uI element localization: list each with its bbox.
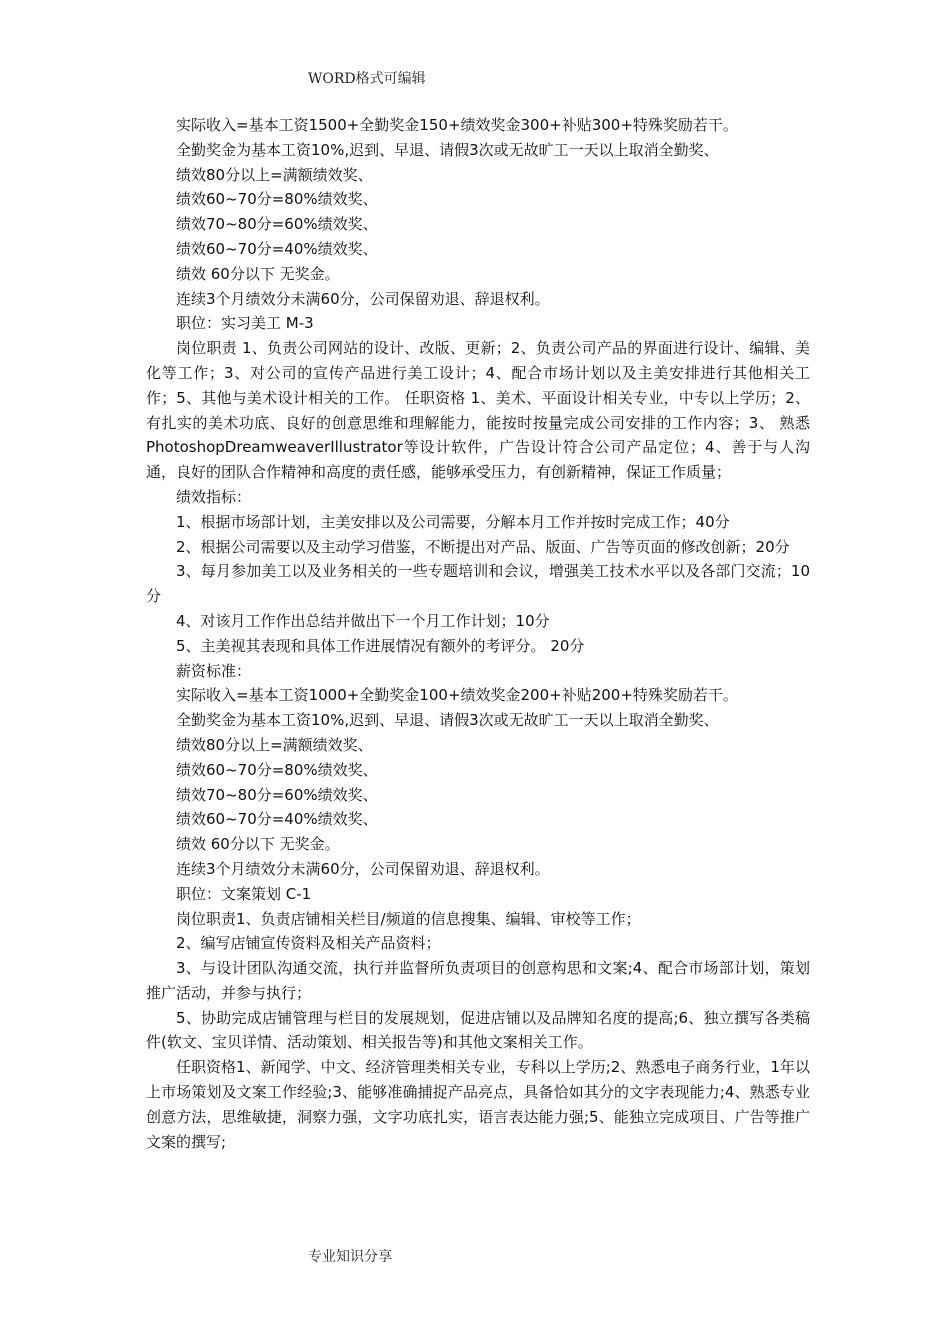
paragraph: 5、主美视其表现和具体工作进展情况有额外的考评分。 20分	[176, 636, 585, 655]
paragraph: 绩效 60分以下 无奖金。	[176, 264, 340, 283]
paragraph: 绩效 60分以下 无奖金。	[176, 835, 340, 854]
paragraph: 岗位职责1、负责店铺相关栏目/频道的信息搜集、编辑、审校等工作；	[176, 909, 641, 928]
paragraph: 绩效60~70分=40%绩效奖、	[176, 810, 378, 829]
paragraph: 4、对该月工作作出总结并做出下一个月工作计划；10分	[176, 611, 550, 630]
paragraph: 实际收入=基本工资1500+全勤奖金150+绩效奖金300+补贴300+特殊奖励若干。	[176, 116, 738, 134]
paragraph: 2、根据公司需要以及主动学习借鉴，不断提出对产品、版面、广告等页面的修改创新；20分	[176, 537, 790, 556]
paragraph: 绩效70~80分=60%绩效奖、	[176, 215, 378, 234]
section-title: 职位：文案策划 C-1	[176, 884, 312, 903]
page-footer: 专业知识分享	[308, 1249, 392, 1265]
paragraph: 5、协助完成店铺管理与栏目的发展规划，促进店铺以及品牌知名度的提高;6、独立撰写各类稿件(软文、宝贝详情、活动策划、相关报告等)和其他文案相关工作。	[146, 1008, 810, 1052]
paragraph: 全勤奖金为基本工资10%,迟到、早退、请假3次或无故旷工一天以上取消全勤奖、	[176, 711, 719, 730]
document-body	[146, 113, 810, 1154]
paragraph: 1、根据市场部计划，主美安排以及公司需要，分解本月工作并按时完成工作；40分	[176, 512, 730, 531]
paragraph: 3、每月参加美工以及业务相关的一些专题培训和会议，增强美工技术水平以及各部门交流；10分	[146, 562, 810, 606]
page-header: WORD格式可编辑	[308, 71, 426, 87]
section-title: 职位：实习美工 M-3	[176, 314, 314, 333]
paragraph: 实际收入=基本工资1000+全勤奖金100+绩效奖金200+补贴200+特殊奖励若干。	[176, 686, 738, 705]
paragraph: 连续3个月绩效分未满60分，公司保留劝退、辞退权利。	[176, 859, 550, 878]
paragraph: 任职资格1、新闻学、中文、经济管理类相关专业，专科以上学历;2、熟悉电子商务行业，1年以上市场策划及文案工作经验;3、能够准确捕捉产品亮点，具备恰如其分的文字表现能力;4、熟悉专业创意方法，思维敏捷，洞察力强，文字功底扎实，语言表达能力强;5、能独立完成项目、广告等推广文案的撰写;	[146, 1058, 810, 1151]
paragraph: 绩效60~70分=80%绩效奖、	[176, 190, 378, 209]
paragraph: 2、编写店铺宣传资料及相关产品资料；	[176, 934, 441, 953]
paragraph: 绩效70~80分=60%绩效奖、	[176, 785, 378, 804]
paragraph: 绩效80分以上=满额绩效奖、	[176, 165, 373, 184]
paragraph: 绩效80分以上=满额绩效奖、	[176, 735, 373, 754]
paragraph: 岗位职责 1、负责公司网站的设计、改版、更新；2、负责公司产品的界面进行设计、编辑、美化等工作；3、对公司的宣传产品进行美工设计；4、配合市场计划以及主美安排进行其他相关工作；5、其他与美术设计相关的工作。 任职资格 1、美术、平面设计相关专业，中专以上学历；2、有扎实的美术功底、良好的创意思维和理解能力，能按时按量完成公司安排的工作内容；3、 熟悉PhotoshopDreamweaverIllustrator等设计软件，广告设计符合公司产品定位；4、善于与人沟通，良好的团队合作精神和高度的责任感，能够承受压力，有创新精神，保证工作质量；	[146, 339, 810, 482]
paragraph: 绩效60~70分=40%绩效奖、	[176, 239, 378, 258]
paragraph: 全勤奖金为基本工资10%,迟到、早退、请假3次或无故旷工一天以上取消全勤奖、	[176, 140, 719, 159]
paragraph: 3、与设计团队沟通交流，执行并监督所负责项目的创意构思和文案;4、配合市场部计划，策划推广活动，并参与执行；	[146, 959, 810, 1002]
paragraph: 绩效60~70分=80%绩效奖、	[176, 760, 378, 779]
section-title: 薪资标准：	[176, 661, 252, 680]
section-title: 绩效指标：	[176, 487, 252, 506]
paragraph: 连续3个月绩效分未满60分，公司保留劝退、辞退权利。	[176, 289, 550, 308]
